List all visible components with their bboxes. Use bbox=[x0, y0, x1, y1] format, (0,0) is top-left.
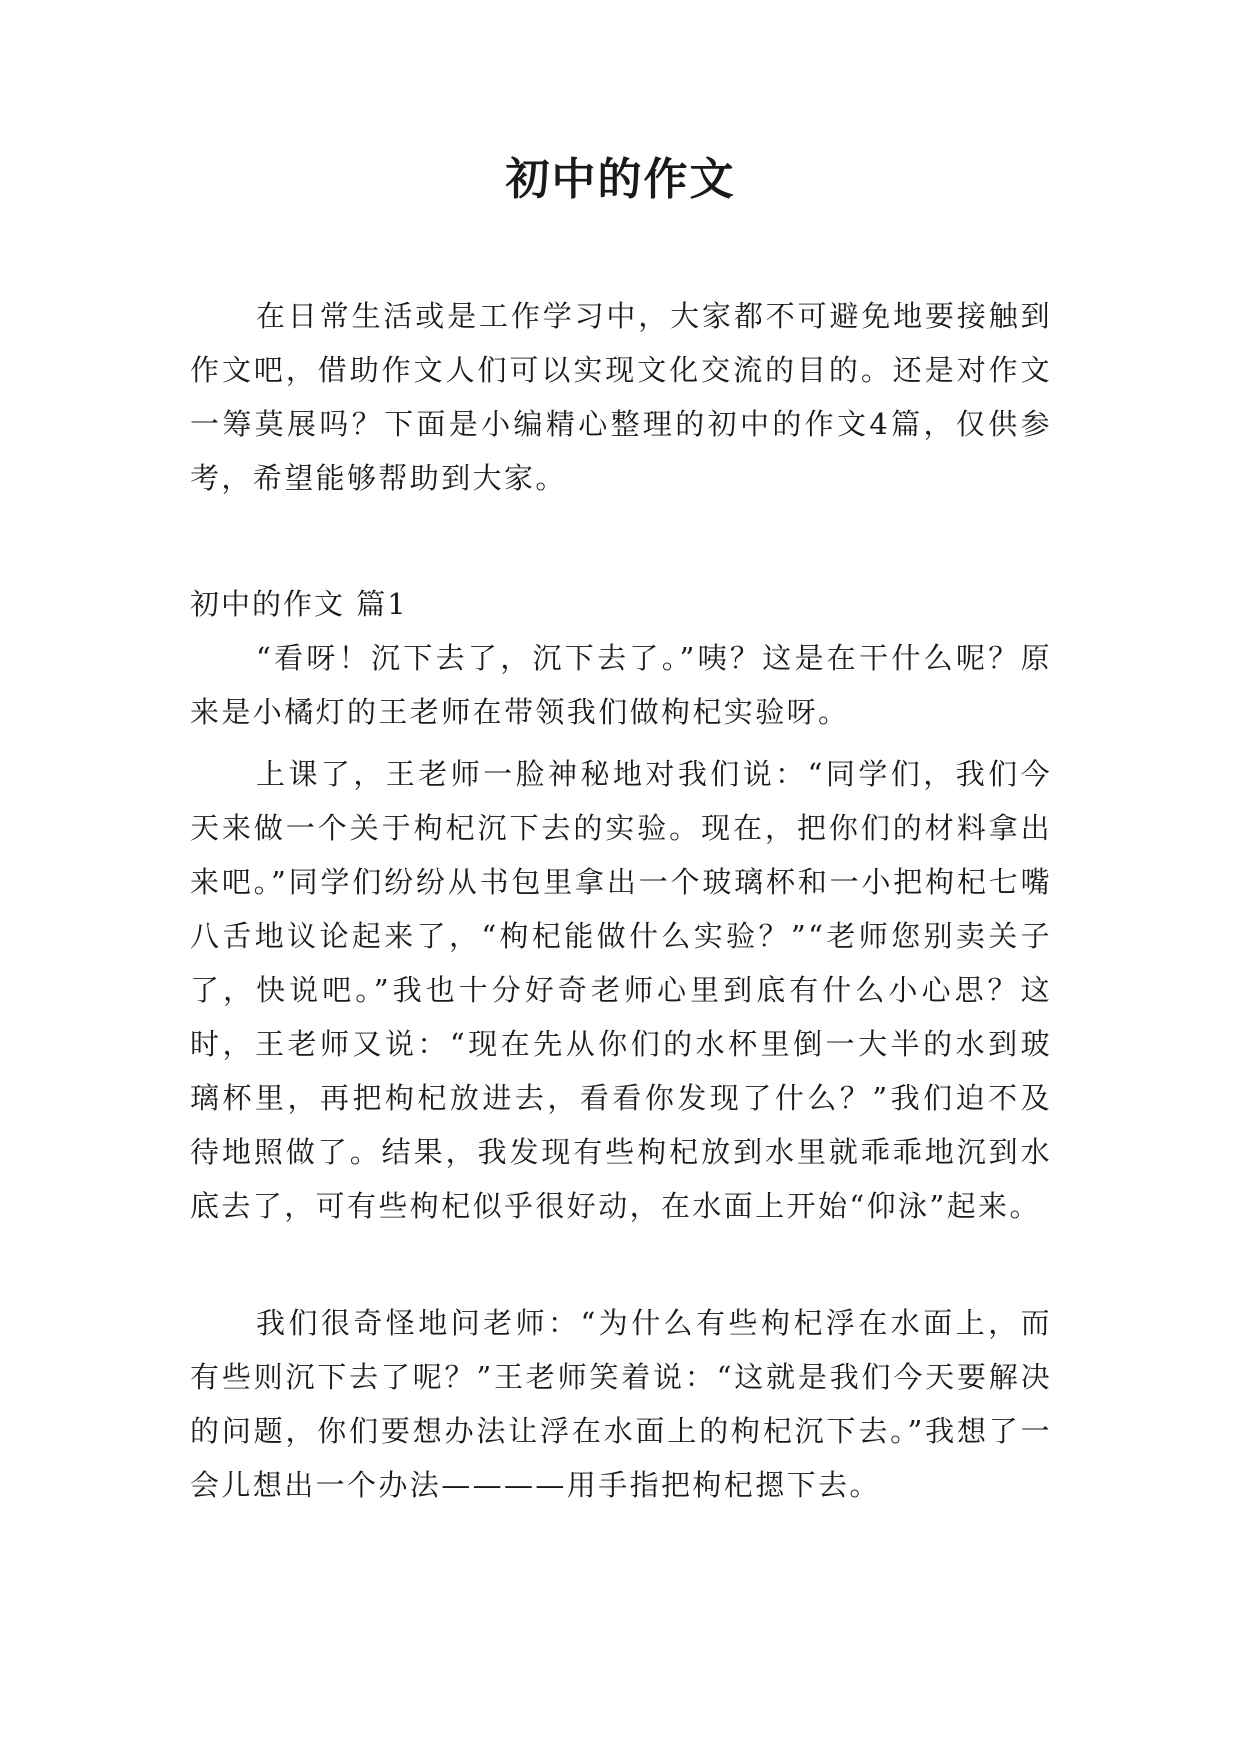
section-heading: 初中的作文 篇1 bbox=[190, 587, 408, 621]
body-paragraph-1: “看呀！沉下去了，沉下去了。”咦？这是在干什么呢？原来是小橘灯的王老师在带领我们做枸杞实验呀。 bbox=[190, 641, 1052, 729]
body-paragraph-2: 上课了，王老师一脸神秘地对我们说：“同学们，我们今天来做一个关于枸杞沉下去的实验。现在，把你们的材料拿出来吧。”同学们纷纷从书包里拿出一个玻璃杯和一小把枸杞七嘴八舌地议论起来了，“枸杞能做什么实验？”“老师您别卖关子了，快说吧。”我也十分好奇老师心里到底有什么小心思？这时，王老师又说：“现在先从你们的水杯里倒一大半的水到玻璃杯里，再把枸杞放进去，看看你发现了什么？”我们迫不及待地照做了。结果，我发现有些枸杞放到水里就乖乖地沉到水底去了，可有些枸杞似乎很好动，在水面上开始“仰泳”起来。 bbox=[190, 757, 1052, 1223]
body-paragraph-3: 我们很奇怪地问老师：“为什么有些枸杞浮在水面上，而有些则沉下去了呢？”王老师笑着说：“这就是我们今天要解决的问题，你们要想办法让浮在水面上的枸杞沉下去。”我想了一会儿想出一个办法————用手指把枸杞摁下去。 bbox=[190, 1306, 1052, 1502]
intro-paragraph: 在日常生活或是工作学习中，大家都不可避免地要接触到作文吧，借助作文人们可以实现文化交流的目的。还是对作文一筹莫展吗？下面是小编精心整理的初中的作文4篇，仅供参考，希望能够帮助到大家。 bbox=[190, 299, 1052, 495]
document-title: 初中的作文 bbox=[505, 154, 736, 205]
